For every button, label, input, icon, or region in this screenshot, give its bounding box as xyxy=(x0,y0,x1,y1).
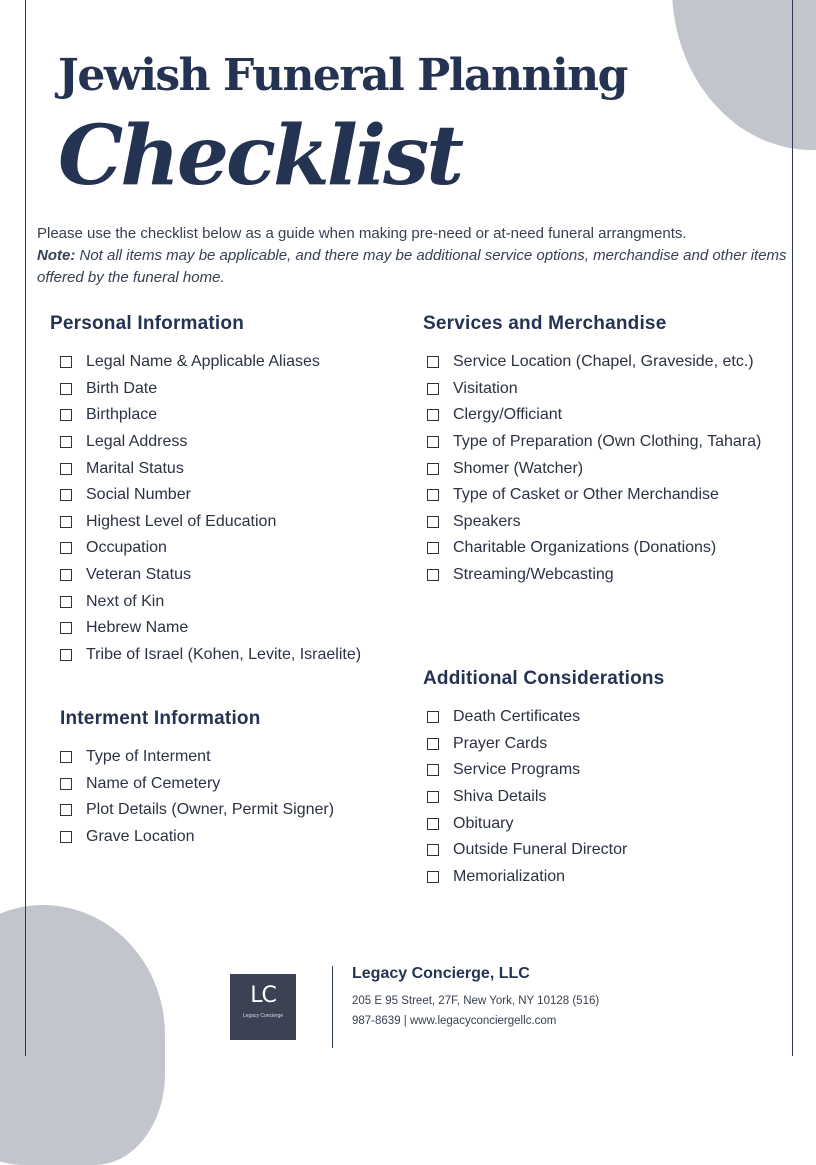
checklist-item-label: Memorialization xyxy=(453,867,566,885)
checklist-item-label: Name of Cemetery xyxy=(86,774,221,792)
checklist-item xyxy=(60,797,334,824)
checkbox[interactable] xyxy=(427,871,439,883)
checklist-item xyxy=(427,482,761,509)
logo-monogram: LC xyxy=(250,983,276,1008)
checkbox[interactable] xyxy=(427,791,439,803)
checklist-item xyxy=(427,562,761,589)
checklist-item xyxy=(427,429,761,456)
section-personal-information xyxy=(50,313,361,668)
checklist-item xyxy=(60,482,361,509)
checkbox[interactable] xyxy=(427,542,439,554)
checklist-item xyxy=(427,837,664,864)
checklist-item-label: Grave Location xyxy=(86,828,195,846)
section-heading: Personal Information xyxy=(50,313,245,334)
company-address: 205 E 95 Street, 27F, New York, NY 10128 (516) 987-8639 | www.legacyconciergellc.com xyxy=(352,995,600,1027)
checklist-item xyxy=(427,349,761,376)
section-interment-information xyxy=(60,708,334,850)
checkbox[interactable] xyxy=(60,489,72,501)
checklist-item xyxy=(427,376,761,403)
checkbox[interactable] xyxy=(60,751,72,763)
checklist-item-label: Prayer Cards xyxy=(453,734,548,752)
checklist-item-label: Speakers xyxy=(453,512,521,530)
checklist-item-label: Legal Name & Applicable Aliases xyxy=(86,353,320,371)
checklist-item xyxy=(60,509,361,536)
checkbox[interactable] xyxy=(427,356,439,368)
checkbox[interactable] xyxy=(60,569,72,581)
intro-text xyxy=(37,223,787,289)
checklist xyxy=(423,349,761,588)
checklist-item xyxy=(60,562,361,589)
checklist-item-label: Type of Interment xyxy=(86,748,211,766)
checklist-item-label: Outside Funeral Director xyxy=(453,841,628,859)
checkbox[interactable] xyxy=(427,489,439,501)
checkbox[interactable] xyxy=(60,596,72,608)
checkbox[interactable] xyxy=(60,622,72,634)
checklist-item-label: Tribe of Israel (Kohen, Levite, Israelite) xyxy=(86,645,362,663)
checklist-item-label: Birthplace xyxy=(86,406,158,424)
note-text: Not all items may be applicable, and there may be additional service options, merchandise and other items offered by the funeral home. xyxy=(37,247,787,286)
checklist-item xyxy=(427,810,664,837)
checklist-item-label: Social Number xyxy=(86,486,191,504)
checklist-item-label: Highest Level of Education xyxy=(86,512,277,530)
checklist-item xyxy=(60,349,361,376)
checkbox[interactable] xyxy=(427,516,439,528)
logo-subtext: Legacy Concierge xyxy=(242,1013,284,1019)
checkbox[interactable] xyxy=(60,356,72,368)
checklist-item-label: Type of Casket or Other Merchandise xyxy=(453,486,719,504)
checkbox[interactable] xyxy=(427,463,439,475)
checkbox[interactable] xyxy=(427,818,439,830)
checkbox[interactable] xyxy=(427,383,439,395)
title-line-1: Jewish Funeral Planning xyxy=(58,50,627,101)
section-services-merchandise xyxy=(423,313,761,588)
checkbox[interactable] xyxy=(60,804,72,816)
checkbox[interactable] xyxy=(427,711,439,723)
checklist-item xyxy=(60,824,334,851)
checkbox[interactable] xyxy=(60,778,72,790)
checklist-item-label: Service Location (Chapel, Graveside, etc.) xyxy=(453,353,754,371)
checklist-item-label: Plot Details (Owner, Permit Signer) xyxy=(86,801,335,819)
footer-divider xyxy=(332,966,333,1048)
checklist-item-label: Charitable Organizations (Donations) xyxy=(453,539,717,557)
checkbox[interactable] xyxy=(60,649,72,661)
checklist-item xyxy=(60,642,361,669)
checklist xyxy=(50,349,361,668)
decorative-blob-top-right xyxy=(672,0,816,150)
checklist-item xyxy=(60,615,361,642)
checkbox[interactable] xyxy=(427,409,439,421)
note-label: Note: xyxy=(37,247,76,264)
checklist-item-label: Type of Preparation (Own Clothing, Tahara) xyxy=(453,433,762,451)
section-additional-considerations xyxy=(423,668,664,890)
checklist-item-label: Marital Status xyxy=(86,459,184,477)
checklist-item xyxy=(427,731,664,758)
checklist-item xyxy=(60,535,361,562)
checklist-item xyxy=(60,771,334,798)
company-name: Legacy Concierge, LLC xyxy=(352,965,530,982)
checkbox[interactable] xyxy=(427,738,439,750)
checkbox[interactable] xyxy=(427,569,439,581)
section-heading: Additional Considerations xyxy=(423,668,665,689)
checklist-item-label: Shomer (Watcher) xyxy=(453,459,584,477)
checkbox[interactable] xyxy=(427,844,439,856)
section-heading: Services and Merchandise xyxy=(423,313,667,334)
checklist-item xyxy=(60,402,361,429)
checklist-item-label: Service Programs xyxy=(453,761,581,779)
checklist-item-label: Veteran Status xyxy=(86,566,191,584)
checklist-item xyxy=(427,402,761,429)
checkbox[interactable] xyxy=(60,542,72,554)
checklist-item xyxy=(60,455,361,482)
checklist-item-label: Shiva Details xyxy=(453,788,547,806)
checklist-item xyxy=(427,535,761,562)
checklist-item xyxy=(427,509,761,536)
title-line-2: Checklist xyxy=(58,108,462,204)
checklist-item-label: Death Certificates xyxy=(453,708,581,726)
checklist-item xyxy=(427,784,664,811)
checklist xyxy=(423,704,664,890)
checkbox[interactable] xyxy=(60,383,72,395)
intro-paragraph: Please use the checklist below as a guide when making pre-need or at-need funeral arrangments. xyxy=(37,225,687,242)
checklist-item-label: Clergy/Officiant xyxy=(453,406,563,424)
checklist xyxy=(60,744,334,850)
checklist-item-label: Birth Date xyxy=(86,379,158,397)
checkbox[interactable] xyxy=(427,764,439,776)
section-heading: Interment Information xyxy=(60,708,261,729)
checklist-item-label: Occupation xyxy=(86,539,167,557)
checklist-item xyxy=(427,757,664,784)
checklist-item-label: Obituary xyxy=(453,814,514,832)
checkbox[interactable] xyxy=(427,436,439,448)
checklist-item xyxy=(427,455,761,482)
checklist-item-label: Visitation xyxy=(453,379,518,397)
checkbox[interactable] xyxy=(60,436,72,448)
checklist-item xyxy=(60,376,361,403)
checklist-item-label: Legal Address xyxy=(86,433,188,451)
checkbox[interactable] xyxy=(60,463,72,475)
checklist-item-label: Hebrew Name xyxy=(86,619,189,637)
checkbox[interactable] xyxy=(60,409,72,421)
intro-note xyxy=(37,245,787,289)
checkbox[interactable] xyxy=(60,516,72,528)
checklist-item xyxy=(60,588,361,615)
checklist-item xyxy=(427,704,664,731)
left-border-line xyxy=(25,0,26,1056)
checklist-item xyxy=(60,744,334,771)
checklist-item-label: Streaming/Webcasting xyxy=(453,566,614,584)
checkbox[interactable] xyxy=(60,831,72,843)
checklist-item xyxy=(60,429,361,456)
checklist-item-label: Next of Kin xyxy=(86,592,165,610)
checklist-item xyxy=(427,864,664,891)
right-border-line xyxy=(792,0,793,1056)
company-logo xyxy=(230,974,296,1040)
